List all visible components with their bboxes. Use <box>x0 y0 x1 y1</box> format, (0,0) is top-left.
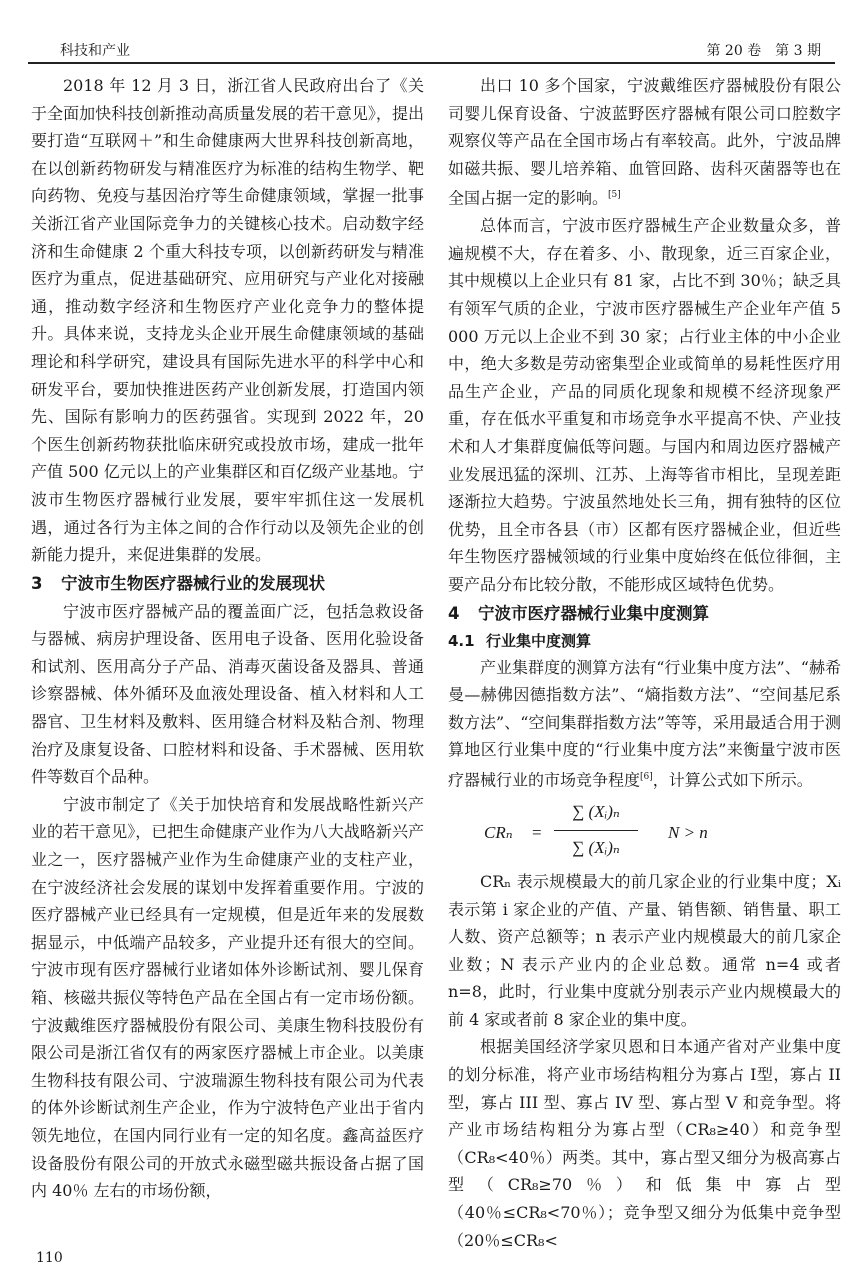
paragraph: 根据美国经济学家贝恩和日本通产省对产业集中度的划分标准，将产业市场结构粗分为寡占 I型，寡占 II 型，寡占 III 型、寡占 IV 型、寡占型 V 和竞争型。将产业市场结构粗分为寡占型（CR₈≥40）和竞争型（CR₈<40％）两类。其中，寡占型又细分为极高寡占型（CR₈≥70％）和低集中寡占型（40％≤CR₈<70％）；竞争型又细分为低集中竞争型（20％≤CR₈< <box>448 1037 841 1250</box>
section-heading <box>448 599 841 628</box>
paragraph <box>448 72 841 212</box>
paragraph: CRₙ 表示规模最大的前几家企业的行业集中度；Xᵢ 表示第 i 家企业的产值、产量、销售额、销售量、职工人数、资产总额等；n 表示产业内规模最大的前几家企业数；N 表示产业内的企业总数。通常 n=4 或者 n=8，此时，行业集中度就分别表示产业内规模最大的前 4 家或者前 8 家企业的集中度。 <box>448 871 841 1029</box>
citation: [5] <box>608 190 621 201</box>
fraction-bar <box>554 830 638 831</box>
section-number: 4 <box>448 603 460 623</box>
section-title: 宁波市医疗器械行业集中度测算 <box>478 603 709 623</box>
running-header-journal: 科技和产业 <box>60 43 130 59</box>
subsection-number: 4.1 <box>448 631 475 650</box>
citation: [6] <box>640 771 653 782</box>
subsection-heading <box>448 628 841 654</box>
paragraph: 2018 年 12 月 3 日，浙江省人民政府出台了《关于全面加快科技创新推动高质量发展的若干意见》，提出要打造“互联网＋”和生命健康两大世界科技创新高地，在以创新药物研发与精准医疗为标准的结构生物学、靶向药物、免疫与基因治疗等生命健康领域，掌握一批事关浙江省产业国际竞争力的关键核心技术。启动数字经济和生命健康 2 个重大科技专项，以创新药研发与精准医疗为重点，促进基础研究、应用研究与产业化对接融通，推动数字经济和生物医疗产业化竞争力的整体提升。具体来说，支持龙头企业开展生命健康领域的基础理论和科学研究，建设具有国际先进水平的科学中心和研发平台，要加快推进医药产业创新发展，打造国内领先、国际有影响力的医药强省。实现到 2022 年，20 个医生创新药物获批临床研究或投放市场，建成一批年产值 500 亿元以上的产业集群区和百亿级产业基地。宁波市生物医疗器械行业发展，要牢牢抓住这一发展机遇，通过各行为主体之间的合作行动以及领先企业的创新能力提升，来促进集群的发展。 <box>31 76 424 565</box>
paragraph: 宁波市医疗器械产品的覆盖面广泛，包括急救设备与器械、病房护理设备、医用电子设备、医用化验设备和试剂、医用高分子产品、消毒灭菌设备及器具、普通诊察器械、体外循环及血液处理设备、植入材料和人工器官、卫生材料及敷料、医用缝合材料及粘合剂、物理治疗及康复设备、口腔材料和设备、手术器械、医用软件等数百个品种。 <box>31 601 424 787</box>
section-heading <box>31 569 424 598</box>
page-number: 110 <box>36 1250 63 1266</box>
paragraph-text: 产业集群度的测算方法有“行业集中度方法”、“赫希曼—赫佛因德指数方法”、“熵指数方法”、“空间基尼系数方法”、“空间集群指数方法”等等，采用最适合用于测算地区行业集中度的“行业集中度方法”来衡量宁波市医疗器械行业的市场竞争程度 <box>448 657 841 790</box>
section-title: 宁波市生物医疗器械行业的发展现状 <box>61 573 325 593</box>
formula <box>448 794 841 868</box>
formula-equals: = <box>532 822 542 842</box>
paragraph: 总体而言，宁波市医疗器械生产企业数量众多，普遍规模不大，存在着多、小、散现象，近三百家企业，其中规模以上企业只有 81 家，占比不到 30％；缺乏具有领军气质的企业，宁波市医疗器械生产企业年产值 5 000 万元以上企业不到 30 家；占行业主体的中小企业中，绝大多数是劳动密集型企业或简单的易耗性医疗用品生产企业，产品的同质化现象和规模不经济现象严重，存在低水平重复和市场竞争水平提高不快、产业技术和人才集群度偏低等问题。与国内和周边医疗器械产业发展迅猛的深圳、江苏、上海等省市相比，呈现差距逐渐拉大趋势。宁波虽然地处长三角，拥有独特的区位优势，且全市各县（市）区都有医疗器械企业，但近些年生物医疗器械领域的行业集中度始终在低位徘徊，主要产品分布比较分散，不能形成区域特色优势。 <box>448 216 841 595</box>
right-column <box>448 72 841 1254</box>
formula-lhs: CRₙ <box>484 822 513 842</box>
formula-numerator: ∑ (Xᵢ)ₙ <box>572 801 620 821</box>
paragraph <box>448 654 841 794</box>
section-number: 3 <box>31 573 43 593</box>
left-column <box>31 72 424 1205</box>
running-header-volume: 第 20 卷 第 3 期 <box>706 43 821 59</box>
paragraph: 宁波市制定了《关于加快培育和发展战略性新兴产业的若干意见》，已把生命健康产业作为八大战略新兴产业之一，医疗器械产业作为生命健康产业的支柱产业，在宁波经济社会发展的谋划中发挥着重要作用。宁波的医疗器械产业已经具有一定规模，但是近年来的发展数据显示，中低端产品较多，产业提升还有很大的空间。宁波市现有医疗器械行业诸如体外诊断试剂、婴儿保育箱、核磁共振仪等特色产品在全国占有一定市场份额。宁波戴维医疗器械股份有限公司、美康生物科技股份有限公司是浙江省仅有的两家医疗器械上市企业。以美康生物科技有限公司、宁波瑞源生物科技有限公司为代表的体外诊断试剂生产企业，作为宁波特色产业出于省内领先地位，在国内同行业有一定的知名度。鑫高益医疗设备股份有限公司的开放式永磁型磁共振设备占据了国内 40％ 左右的市场份额， <box>31 794 424 1201</box>
subsection-title: 行业集中度测算 <box>486 631 592 650</box>
header-rule <box>28 62 835 64</box>
formula-condition: N > n <box>668 822 708 842</box>
formula-denominator: ∑ (Xᵢ)ₙ <box>572 837 620 857</box>
paragraph-text: ，计算公式如下所示。 <box>652 770 813 790</box>
paragraph-text: 出口 10 多个国家，宁波戴维医疗器械股份有限公司婴儿保育设备、宁波蓝野医疗器械有限公司口腔数字观察仪等产品在全国市场占有率较高。此外，宁波品牌如磁共振、婴儿培养箱、血管回路、齿科灭菌器等也在全国占据一定的影响。 <box>448 76 841 208</box>
